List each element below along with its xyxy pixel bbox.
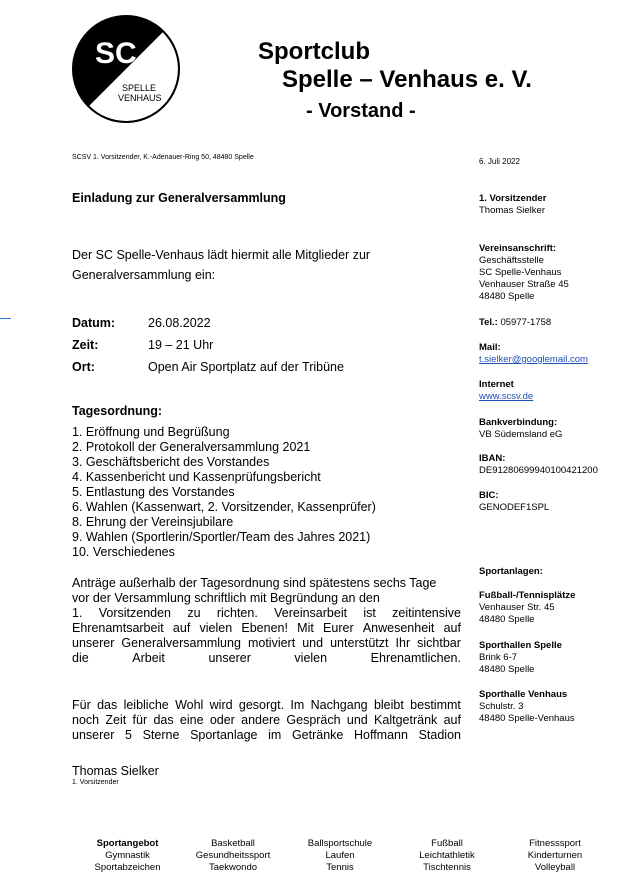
facility-football xyxy=(479,590,575,626)
word: noch xyxy=(72,713,100,727)
sidebar-chair xyxy=(479,193,546,217)
word: unserer xyxy=(72,728,115,742)
word: und xyxy=(346,713,368,727)
footer-column xyxy=(80,838,175,874)
agenda-item: 10. Verschiedenes xyxy=(72,545,175,559)
word: gesorgt. xyxy=(238,698,285,712)
word: Stadion xyxy=(418,728,461,742)
agenda-item: 1. Eröffnung und Begrüßung xyxy=(72,425,230,439)
bank-value: VB Südemsland eG xyxy=(479,429,563,440)
footer-line: Volleyball xyxy=(534,862,576,873)
facility-line: Venhauser Str. 45 xyxy=(479,602,555,613)
agenda-item: 9. Wahlen (Sportlerin/Sportler/Team des Jahres 2021) xyxy=(72,530,371,544)
word: Vereinsarbeit xyxy=(274,606,348,620)
agenda-item: 3. Geschäftsbericht des Vorstandes xyxy=(72,455,270,469)
footer-line: Tennis xyxy=(326,862,354,873)
footer-title: Fußball xyxy=(431,838,463,849)
intro-line: Der SC Spelle-Venhaus lädt hiermit alle Mitglieder zur xyxy=(72,248,371,262)
detail-label-date: Datum: xyxy=(72,316,116,330)
agenda-item: 4. Kassenbericht und Kassenprüfungsbericht xyxy=(72,470,321,484)
paragraph-line xyxy=(72,728,461,743)
facility-hall-venhaus xyxy=(479,689,575,725)
detail-value-date: 26.08.2022 xyxy=(148,316,211,330)
bic-value: GENODEF1SPL xyxy=(479,502,550,513)
tel-value: 05977-1758 xyxy=(500,317,552,328)
paragraph-line xyxy=(72,621,461,636)
mail-link[interactable]: t.sielker@googlemail.com xyxy=(479,354,588,365)
word: auf xyxy=(443,713,461,727)
paragraph-line xyxy=(72,606,461,621)
club-name-line1: Sportclub xyxy=(258,38,370,65)
sidebar-iban xyxy=(479,453,598,477)
word: Zeit xyxy=(105,713,127,727)
word: 5 xyxy=(125,728,132,742)
margin-mark xyxy=(0,318,11,319)
word: Vorsitzenden xyxy=(98,606,172,620)
club-name-line2: Spelle – Venhaus e. V. xyxy=(282,66,532,93)
word: das xyxy=(153,713,174,727)
word: Getränke xyxy=(291,728,344,742)
word: Hoffmann xyxy=(353,728,408,742)
word: Kaltgetränk xyxy=(374,713,438,727)
word: im xyxy=(268,728,282,742)
facility-line: Brink 6-7 xyxy=(479,652,518,663)
footer-title: Basketball xyxy=(211,838,255,849)
footer-line: Leichtathletik xyxy=(419,850,475,861)
sidebar-address xyxy=(479,243,569,303)
word: andere xyxy=(241,713,281,727)
word: bestimmt xyxy=(410,698,461,712)
facility-line: Schulstr. 3 xyxy=(479,701,524,712)
word: zu xyxy=(187,606,201,620)
club-logo xyxy=(72,15,180,123)
word: für xyxy=(132,713,148,727)
paragraph-line xyxy=(72,636,461,651)
agenda-title: Tagesordnung: xyxy=(72,404,163,418)
detail-value-place: Open Air Sportplatz auf der Tribüne xyxy=(148,360,344,374)
paragraph-line: vor der Versammlung schriftlich mit Begründung an den xyxy=(72,591,380,605)
paragraph-line xyxy=(72,651,461,666)
letter-subject: Einladung zur Generalversammlung xyxy=(72,191,286,205)
word: sichtbar xyxy=(417,636,461,650)
tel-label: Tel.: xyxy=(479,317,498,328)
word: unterstützt xyxy=(330,636,389,650)
word: zeitintensive xyxy=(392,606,461,620)
word: ist xyxy=(363,606,376,620)
iban-label: IBAN: xyxy=(479,453,506,464)
footer-title: Sportangebot xyxy=(96,838,159,849)
facility-line: 48480 Spelle-Venhaus xyxy=(479,713,575,724)
word: Wohl xyxy=(175,698,204,712)
iban-value: DE91280699940100421200 xyxy=(479,465,598,476)
footer-line: Gesundheitssport xyxy=(195,850,271,861)
mail-label: Mail: xyxy=(479,342,501,353)
word: Für xyxy=(72,698,91,712)
word: Sportanlage xyxy=(190,728,258,742)
word: richten. xyxy=(216,606,258,620)
address-line: Venhauser Straße 45 xyxy=(479,279,569,290)
word: 1. xyxy=(72,606,83,620)
footer-column xyxy=(183,838,283,874)
footer-line: Gymnastik xyxy=(105,850,150,861)
word: vielen xyxy=(199,621,233,635)
facility-halls-spelle xyxy=(479,640,562,676)
address-title: Vereinsanschrift: xyxy=(479,243,557,254)
word: auf xyxy=(443,621,461,635)
logo-line1: SPELLE xyxy=(122,83,157,93)
agenda-item: 8. Ehrung der Vereinsjubilare xyxy=(72,515,234,529)
facility-name: Sporthalle Venhaus xyxy=(479,689,568,700)
sidebar-bank xyxy=(479,417,562,441)
internet-label: Internet xyxy=(479,379,514,390)
bank-label: Bankverbindung: xyxy=(479,417,558,428)
address-line: SC Spelle-Venhaus xyxy=(479,267,562,278)
word: Ebenen! xyxy=(241,621,288,635)
logo-initials: SC xyxy=(95,37,137,70)
word: vielen xyxy=(294,651,328,665)
address-line: Geschäftsstelle xyxy=(479,255,544,266)
catering-paragraph xyxy=(72,698,461,743)
word: unserer xyxy=(208,651,251,665)
chair-title: 1. Vorsitzender xyxy=(479,193,547,204)
sidebar-mail xyxy=(479,342,588,366)
facility-name: Sporthallen Spelle xyxy=(479,640,562,651)
sidebar-tel xyxy=(479,317,551,329)
signature-role: 1. Vorsitzender xyxy=(72,779,119,786)
word: Gespräch xyxy=(286,713,341,727)
facilities-title xyxy=(479,566,543,578)
word: unserer xyxy=(72,636,115,650)
word: leibliche xyxy=(123,698,169,712)
footer-line: Laufen xyxy=(325,850,355,861)
footer-title: Ballsportschule xyxy=(307,838,373,849)
agenda-item: 6. Wahlen (Kassenwart, 2. Vorsitzender, Kassenprüfer) xyxy=(72,500,376,514)
intro-line: Generalversammlung ein: xyxy=(72,268,216,282)
sidebar-bic xyxy=(479,490,549,514)
paragraph-line: Anträge außerhalb der Tagesordnung sind spätestens sechs Tage xyxy=(72,576,437,590)
word: Im xyxy=(290,698,305,712)
agenda-item: 2. Protokoll der Generalversammlung 2021 xyxy=(72,440,311,454)
word: eine xyxy=(179,713,204,727)
bic-label: BIC: xyxy=(479,490,499,501)
website-link[interactable]: www.scsv.de xyxy=(479,391,534,402)
chair-name: Thomas Sielker xyxy=(479,205,545,216)
detail-value-time: 19 – 21 Uhr xyxy=(148,338,214,352)
word: wird xyxy=(209,698,233,712)
word: Anwesenheit xyxy=(362,621,435,635)
facility-line: 48480 Spelle xyxy=(479,664,535,675)
paragraph-line xyxy=(72,698,461,713)
sidebar-internet xyxy=(479,379,533,403)
footer-column xyxy=(407,838,487,874)
word: Eurer xyxy=(323,621,354,635)
word: Ihr xyxy=(395,636,411,650)
facility-name: Fußball-/Tennisplätze xyxy=(479,590,576,601)
word: und xyxy=(302,636,324,650)
sender-line: SCSV 1. Vorsitzender, K.-Adenauer-Ring 50, 48480 Spelle xyxy=(72,154,254,161)
word: die xyxy=(72,651,89,665)
footer-line: Tischtennis xyxy=(423,862,471,873)
motions-paragraph xyxy=(72,576,461,666)
footer-line: Sportabzeichen xyxy=(94,862,161,873)
word: Ehrenamtsarbeit xyxy=(72,621,164,635)
club-department: - Vorstand - xyxy=(306,100,416,122)
word: Generalversammlung xyxy=(121,636,241,650)
logo-line2: VENHAUS xyxy=(118,93,162,103)
footer-line: Taekwondo xyxy=(208,862,258,873)
word: auf xyxy=(172,621,191,635)
word: Mit xyxy=(297,621,314,635)
word: Arbeit xyxy=(132,651,165,665)
word: motiviert xyxy=(247,636,296,650)
footer-title: Fitnesssport xyxy=(529,838,581,849)
footer-column xyxy=(515,838,595,874)
agenda-item: 5. Entlastung des Vorstandes xyxy=(72,485,235,499)
word: oder xyxy=(209,713,235,727)
facilities-heading: Sportanlagen: xyxy=(479,566,543,577)
detail-label-place: Ort: xyxy=(72,360,95,374)
word: das xyxy=(97,698,118,712)
facility-line: 48480 Spelle xyxy=(479,614,535,625)
word: bleibt xyxy=(373,698,404,712)
agenda-list xyxy=(72,425,376,560)
detail-label-time: Zeit: xyxy=(72,338,99,352)
intro-text xyxy=(72,245,370,285)
word: Nachgang xyxy=(310,698,368,712)
letter-date: 6. Juli 2022 xyxy=(479,157,520,166)
paragraph-line xyxy=(72,713,461,728)
word: Ehrenamtlichen. xyxy=(370,651,461,665)
footer-column xyxy=(295,838,385,874)
signature-name: Thomas Sielker xyxy=(72,764,159,778)
footer-line: Kinderturnen xyxy=(527,850,583,861)
word: Sterne xyxy=(142,728,180,742)
address-line: 48480 Spelle xyxy=(479,291,535,302)
